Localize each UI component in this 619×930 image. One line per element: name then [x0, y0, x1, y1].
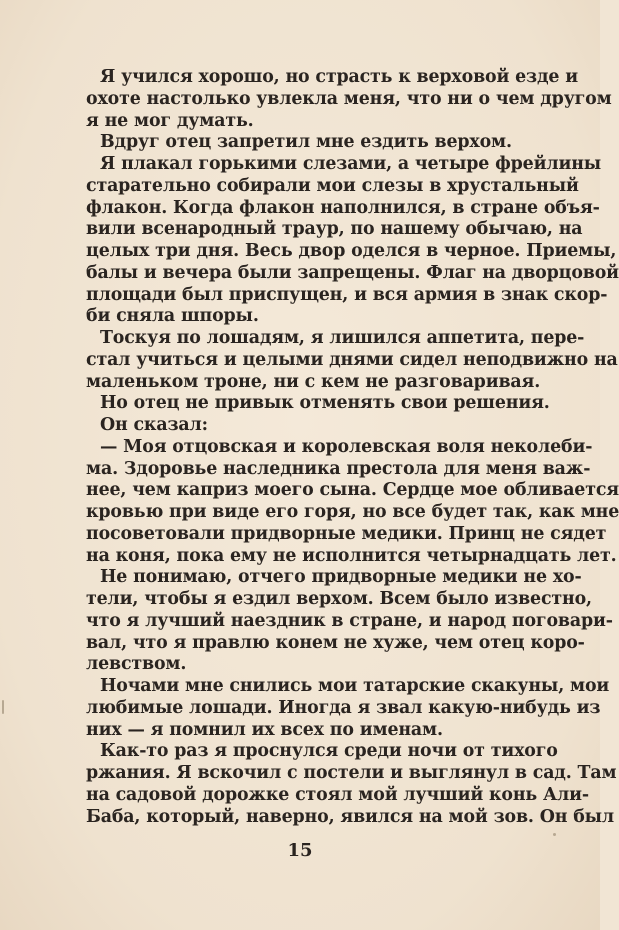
text-line: посоветовали придворные медики. Принц не сядет — [86, 523, 607, 544]
text-line: ма. Здоровье наследника престола для меня важ- — [86, 458, 591, 479]
text-line: Я плакал горькими слезами, а четыре фрейлины — [100, 154, 602, 174]
paper-speck — [553, 833, 556, 836]
text-line: стал учиться и целыми днями сидел неподвижно на — [86, 349, 618, 370]
text-line: что я лучший наездник в стране, и народ поговари- — [86, 610, 613, 631]
text-line: Я учился хорошо, но страсть к верховой езде и — [100, 67, 578, 87]
text-line: вили всенародный траур, по нашему обычаю, на — [86, 219, 583, 240]
text-line: Он сказал: — [100, 415, 208, 435]
text-line: Ночами мне снились мои татарские скакуны, мои — [100, 676, 610, 696]
text-line: на садовой дорожке стоял мой лучший конь Али- — [86, 784, 589, 805]
text-line: балы и вечера были запрещены. Флаг на дворцовой — [86, 262, 619, 283]
text-line: левством. — [86, 654, 187, 675]
text-line: старательно собирали мои слезы в хрустальный — [86, 175, 579, 196]
text-line: ржания. Я вскочил с постели и выглянул в сад. Там — [86, 763, 617, 783]
text-line: флакон. Когда флакон наполнился, в стране объя- — [86, 197, 600, 218]
text-line: вал, что я правлю конем не хуже, чем отец коро- — [86, 632, 585, 653]
text-line: Баба, который, наверно, явился на мой зов. Он был — [86, 806, 615, 827]
text-line: них — я помнил их всех по именам. — [86, 719, 443, 740]
text-line: Не понимаю, отчего придворные медики не хо- — [100, 567, 582, 588]
text-line: целых три дня. Весь двор оделся в черное. Приемы, — [86, 241, 617, 261]
text-line: — Моя отцовская и королевская воля неколеби- — [100, 436, 593, 457]
text-line: Как-то раз я проснулся среди ночи от тихого — [100, 741, 558, 762]
page-text — [86, 67, 619, 828]
paper-speck — [2, 700, 4, 714]
text-line: охоте настолько увлекла меня, что ни о чем другом — [86, 88, 612, 109]
text-line: кровью при виде его горя, но все будет так, как мне — [86, 502, 619, 522]
text-line: би сняла шпоры. — [86, 306, 259, 327]
text-line: площади был приспущен, и вся армия в знак скор- — [86, 284, 608, 305]
text-line: любимые лошади. Иногда я звал какую-нибудь из — [86, 697, 601, 718]
page-number: 15 — [287, 840, 313, 861]
text-line: Вдруг отец запретил мне ездить верхом. — [100, 132, 512, 153]
text-line: Но отец не привык отменять свои решения. — [100, 393, 550, 414]
text-line: Тоскуя по лошадям, я лишился аппетита, пере- — [100, 328, 585, 348]
text-line: тели, чтобы я ездил верхом. Всем было известно, — [86, 589, 592, 609]
text-line: маленьком троне, ни с кем не разговаривая. — [86, 371, 541, 392]
text-line: нее, чем каприз моего сына. Сердце мое обливается — [86, 480, 619, 501]
text-line: на коня, пока ему не исполнится четырнадцать лет. — [86, 545, 617, 566]
text-line: я не мог думать. — [86, 110, 254, 131]
